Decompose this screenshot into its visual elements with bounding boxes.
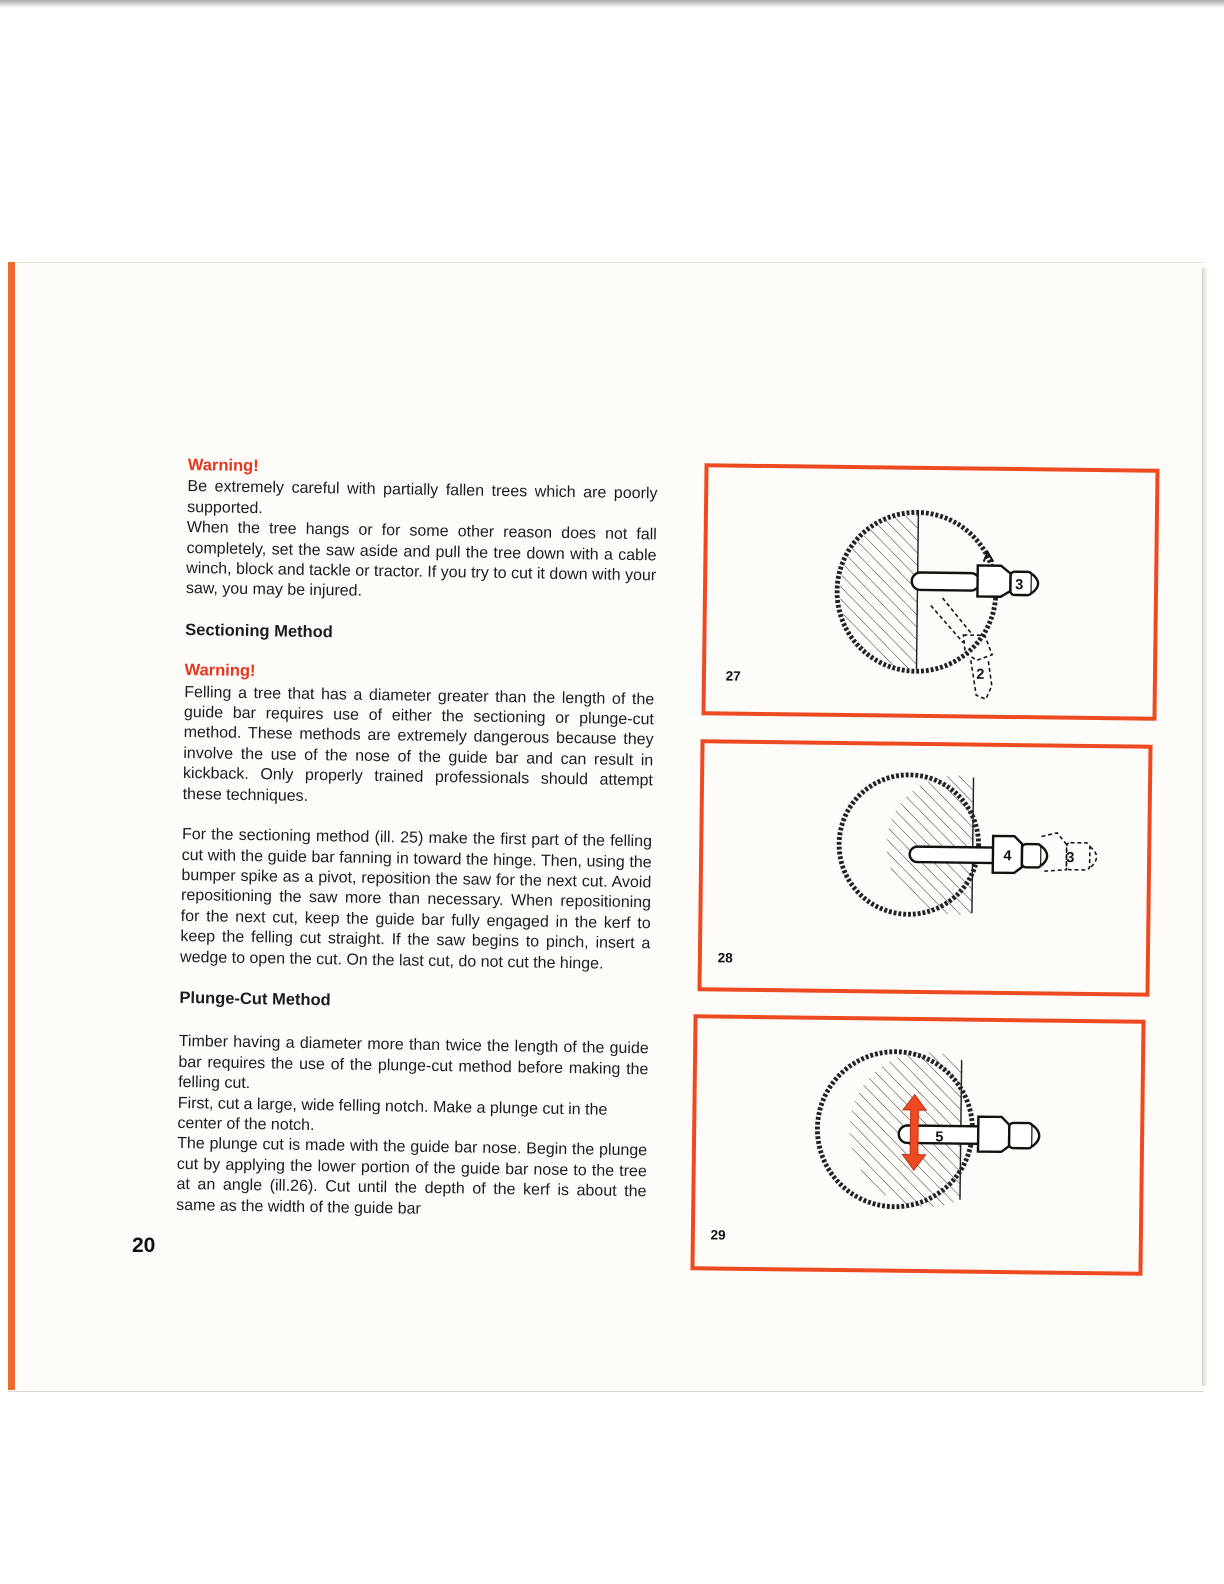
plunge-cut-text-2: First, cut a large, wide felling notch. Make a plunge cut in the center of the notch. bbox=[177, 1094, 608, 1135]
scan-top-shadow bbox=[0, 0, 1224, 8]
warning-label-2: Warning! bbox=[184, 661, 256, 681]
sectioning-method-heading: Sectioning Method bbox=[185, 620, 333, 642]
figure-28 bbox=[697, 739, 1152, 997]
plunge-cut-text-3: The plunge cut is made with the guide bar nose. Begin the plunge cut by applying the lower portion of the guide bar nose to the tree at an angle (ill.26). Cut until the depth of the kerf is about the same as the width of the guide bar bbox=[176, 1135, 648, 1218]
figure-29 bbox=[690, 1014, 1145, 1276]
figure-29-number: 29 bbox=[710, 1227, 726, 1243]
figure-27-number: 27 bbox=[725, 668, 741, 684]
warning-label-1: Warning! bbox=[187, 455, 259, 476]
warning-text-1b: When the tree hangs or for some other reason does not fall completely, set the saw aside and pull the tree down with a cable winch, block and tackle or tractor. If you try to cut it down with your saw, you may be injured. bbox=[185, 519, 657, 601]
figure-27 bbox=[701, 463, 1159, 721]
warning-text-2: Felling a tree that has a diameter greater than the length of the guide bar requires use of either the sectioning or plunge-cut method. These methods are extremely dangerous because they involve the use of the nose of the guide bar and can result in kickback. Only properly trained professionals should attempt these techniques. bbox=[182, 683, 655, 805]
page-number: 20 bbox=[132, 1234, 156, 1257]
text-column bbox=[176, 455, 658, 1223]
figure-29-label-5: 5 bbox=[935, 1129, 944, 1146]
plunge-cut-text-1: Timber having a diameter more than twice the length of the guide bar requires the use of the plunge-cut method before making the felling cut. bbox=[178, 1033, 649, 1093]
warning-text-1a: Be extremely careful with partially fallen trees which are poorly supported. bbox=[187, 478, 658, 517]
hatched-uncut-wood bbox=[839, 513, 918, 669]
plunge-cut-method-heading: Plunge-Cut Method bbox=[179, 988, 331, 1010]
figure-28-label-4: 4 bbox=[1003, 848, 1012, 865]
figure-28-label-3: 3 bbox=[1066, 849, 1075, 867]
page-edge-strip bbox=[8, 262, 15, 1390]
figure-28-number: 28 bbox=[717, 950, 733, 966]
page-right-edge bbox=[1202, 268, 1208, 1386]
figure-27-label-2: 2 bbox=[976, 666, 985, 683]
figure-27-label-3: 3 bbox=[1015, 577, 1024, 594]
chainsaw-position-3-dashed-icon bbox=[1041, 833, 1097, 872]
sectioning-method-text: For the sectioning method (ill. 25) make the first part of the felling cut with the guide bar fanning in toward the hinge. Then, using the bumper spike as a pivot, reposition the saw for the next cut. Avoid repositioning the saw more than necessary. When repositioning for the next cut, keep the guide bar fully engaged in the kerf to keep the felling cut straight. If the saw begins to pinch, insert a wedge to open the cut. On the last cut, do not cut the hinge. bbox=[179, 826, 653, 973]
